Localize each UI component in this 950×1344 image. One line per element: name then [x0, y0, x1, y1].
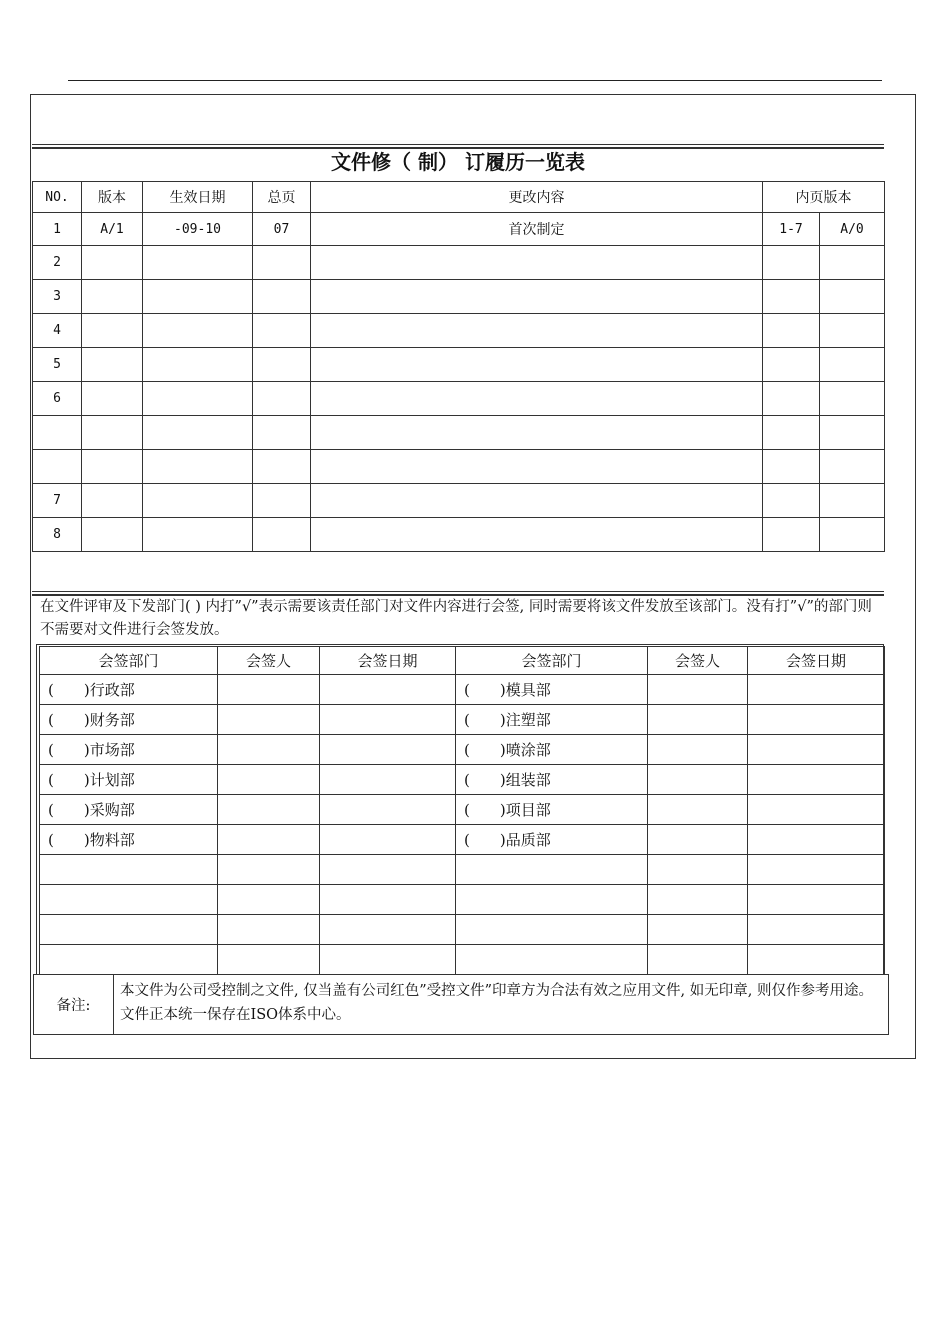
sign-date-right-cell[interactable]	[748, 675, 885, 705]
row-inner-pages	[763, 518, 820, 552]
row-inner-pages	[763, 348, 820, 382]
page-title: 文件修（ 制） 订履历一览表	[331, 150, 585, 174]
sign-date-left-cell[interactable]	[320, 735, 456, 765]
sign-date-right-cell[interactable]	[748, 705, 885, 735]
row-total-pages	[253, 246, 311, 280]
dept-left-cell[interactable]	[40, 945, 218, 975]
row-change-content	[311, 280, 763, 314]
row-no	[33, 450, 82, 484]
sign-date-right-cell[interactable]	[748, 855, 885, 885]
sign-date-left-cell[interactable]	[320, 765, 456, 795]
col-header-change-content: 更改内容	[311, 182, 763, 213]
row-no: 1	[33, 213, 82, 246]
row-change-content	[311, 450, 763, 484]
sign-date-left-cell[interactable]	[320, 915, 456, 945]
row-inner-version	[820, 382, 885, 416]
signer-left-cell[interactable]	[218, 795, 320, 825]
row-version	[82, 416, 143, 450]
dept-right-cell[interactable]: ( )组装部	[456, 765, 648, 795]
row-inner-version	[820, 314, 885, 348]
sign-date-left-cell[interactable]	[320, 945, 456, 975]
row-no: 2	[33, 246, 82, 280]
signer-left-cell[interactable]	[218, 765, 320, 795]
row-no: 6	[33, 382, 82, 416]
dept-left-cell[interactable]	[40, 885, 218, 915]
row-version	[82, 246, 143, 280]
remarks-row	[34, 975, 889, 1035]
dept-right-cell[interactable]: ( )注塑部	[456, 705, 648, 735]
dept-right-cell[interactable]: ( )模具部	[456, 675, 648, 705]
row-effective-date: -09-10	[143, 213, 253, 246]
signer-right-cell[interactable]	[648, 825, 748, 855]
row-version: A/1	[82, 213, 143, 246]
dept-left-cell[interactable]: ( )财务部	[40, 705, 218, 735]
row-version	[82, 518, 143, 552]
revision-row	[33, 280, 885, 314]
row-effective-date	[143, 314, 253, 348]
revision-row	[33, 484, 885, 518]
dept-left-cell[interactable]: ( )采购部	[40, 795, 218, 825]
sign-date-left-cell[interactable]	[320, 795, 456, 825]
countersign-row	[40, 855, 885, 885]
sign-date-left-cell[interactable]	[320, 825, 456, 855]
dept-right-cell[interactable]	[456, 945, 648, 975]
header-rule	[68, 80, 882, 81]
col-header-effective-date: 生效日期	[143, 182, 253, 213]
row-total-pages	[253, 348, 311, 382]
row-total-pages: 07	[253, 213, 311, 246]
countersign-instructions: 在文件评审及下发部门( ) 内打”√”表示需要该责任部门对文件内容进行会签, 同时需要将该文件发放至该部门。没有打”√”的部门则不需要对文件进行会签发放。	[40, 599, 872, 638]
col-header-inner-version: 内页版本	[763, 182, 885, 213]
row-inner-version	[820, 518, 885, 552]
signer-right-cell[interactable]	[648, 945, 748, 975]
dept-right-cell[interactable]: ( )品质部	[456, 825, 648, 855]
row-change-content	[311, 348, 763, 382]
remarks-table	[33, 974, 889, 1035]
countersign-row	[40, 915, 885, 945]
row-inner-version	[820, 484, 885, 518]
col-header-no: NO.	[33, 182, 82, 213]
row-no: 8	[33, 518, 82, 552]
sign-date-right-cell[interactable]	[748, 915, 885, 945]
sign-date-right-cell[interactable]	[748, 795, 885, 825]
revision-header-row	[33, 182, 885, 213]
signer-right-cell[interactable]	[648, 735, 748, 765]
countersign-table	[39, 646, 885, 975]
row-version	[82, 348, 143, 382]
revision-row	[33, 348, 885, 382]
row-inner-version	[820, 246, 885, 280]
row-change-content: 首次制定	[311, 213, 763, 246]
row-effective-date	[143, 450, 253, 484]
row-no: 5	[33, 348, 82, 382]
signer-right-cell[interactable]	[648, 765, 748, 795]
sign-date-right-cell[interactable]	[748, 765, 885, 795]
sign-date-right-cell[interactable]	[748, 825, 885, 855]
row-total-pages	[253, 314, 311, 348]
sign-date-left-cell[interactable]	[320, 855, 456, 885]
row-effective-date	[143, 518, 253, 552]
signer-left-cell[interactable]	[218, 855, 320, 885]
countersign-row	[40, 945, 885, 975]
row-effective-date	[143, 484, 253, 518]
signer-right-cell[interactable]	[648, 675, 748, 705]
row-version	[82, 314, 143, 348]
row-change-content	[311, 518, 763, 552]
dept-right-cell[interactable]	[456, 855, 648, 885]
row-effective-date	[143, 246, 253, 280]
remarks-text: 本文件为公司受控制之文件, 仅当盖有公司红色”受控文件”印章方为合法有效之应用文件, 如无印章, 则仅作参考用途。文件正本统一保存在ISO体系中心。	[114, 975, 889, 1035]
row-change-content	[311, 382, 763, 416]
row-inner-pages	[763, 416, 820, 450]
col-header-dept: 会签部门	[456, 647, 648, 675]
row-inner-version: A/0	[820, 213, 885, 246]
countersign-header-row	[40, 647, 885, 675]
row-no: 7	[33, 484, 82, 518]
row-effective-date	[143, 280, 253, 314]
countersign-row	[40, 825, 885, 855]
signer-right-cell[interactable]	[648, 705, 748, 735]
dept-left-cell[interactable]: ( )行政部	[40, 675, 218, 705]
signer-right-cell[interactable]	[648, 885, 748, 915]
row-inner-pages: 1-7	[763, 213, 820, 246]
sign-date-left-cell[interactable]	[320, 675, 456, 705]
signer-left-cell[interactable]	[218, 915, 320, 945]
row-no: 3	[33, 280, 82, 314]
dept-right-cell[interactable]: ( )项目部	[456, 795, 648, 825]
signer-right-cell[interactable]	[648, 855, 748, 885]
dept-left-cell[interactable]: ( )物料部	[40, 825, 218, 855]
row-inner-pages	[763, 450, 820, 484]
row-change-content	[311, 314, 763, 348]
sign-date-right-cell[interactable]	[748, 885, 885, 915]
row-change-content	[311, 484, 763, 518]
row-total-pages	[253, 382, 311, 416]
sign-date-left-cell[interactable]	[320, 705, 456, 735]
sign-date-left-cell[interactable]	[320, 885, 456, 915]
col-header-dept: 会签部门	[40, 647, 218, 675]
col-header-sign-date: 会签日期	[748, 647, 885, 675]
row-effective-date	[143, 348, 253, 382]
row-effective-date	[143, 416, 253, 450]
col-header-total-pages: 总页	[253, 182, 311, 213]
sign-date-right-cell[interactable]	[748, 945, 885, 975]
revision-history-table	[32, 181, 885, 552]
row-inner-pages	[763, 484, 820, 518]
row-total-pages	[253, 280, 311, 314]
countersign-row	[40, 765, 885, 795]
row-inner-version	[820, 348, 885, 382]
countersign-row	[40, 735, 885, 765]
col-header-signer: 会签人	[218, 647, 320, 675]
signer-left-cell[interactable]	[218, 735, 320, 765]
row-inner-version	[820, 416, 885, 450]
signer-left-cell[interactable]	[218, 825, 320, 855]
row-inner-version	[820, 280, 885, 314]
revision-row	[33, 213, 885, 246]
row-inner-pages	[763, 246, 820, 280]
row-change-content	[311, 246, 763, 280]
dept-left-cell[interactable]: ( )市场部	[40, 735, 218, 765]
signer-left-cell[interactable]	[218, 675, 320, 705]
row-inner-pages	[763, 382, 820, 416]
countersign-row	[40, 795, 885, 825]
row-total-pages	[253, 484, 311, 518]
countersign-row	[40, 675, 885, 705]
remarks-label: 备注:	[34, 975, 114, 1035]
title-rule	[32, 144, 884, 145]
signer-right-cell[interactable]	[648, 915, 748, 945]
col-header-signer: 会签人	[648, 647, 748, 675]
row-total-pages	[253, 518, 311, 552]
revision-row	[33, 246, 885, 280]
row-no: 4	[33, 314, 82, 348]
signer-left-cell[interactable]	[218, 885, 320, 915]
revision-row	[33, 416, 885, 450]
countersign-row	[40, 705, 885, 735]
row-total-pages	[253, 416, 311, 450]
dept-right-cell[interactable]: ( )喷涂部	[456, 735, 648, 765]
row-inner-pages	[763, 314, 820, 348]
row-version	[82, 382, 143, 416]
signer-left-cell[interactable]	[218, 705, 320, 735]
col-header-sign-date: 会签日期	[320, 647, 456, 675]
revision-row	[33, 450, 885, 484]
row-inner-version	[820, 450, 885, 484]
dept-right-cell[interactable]	[456, 915, 648, 945]
dept-left-cell[interactable]: ( )计划部	[40, 765, 218, 795]
signer-left-cell[interactable]	[218, 945, 320, 975]
revision-row	[33, 314, 885, 348]
dept-right-cell[interactable]	[456, 885, 648, 915]
sign-date-right-cell[interactable]	[748, 735, 885, 765]
dept-left-cell[interactable]	[40, 915, 218, 945]
row-change-content	[311, 416, 763, 450]
signer-right-cell[interactable]	[648, 795, 748, 825]
row-inner-pages	[763, 280, 820, 314]
row-effective-date	[143, 382, 253, 416]
row-version	[82, 450, 143, 484]
section-rule	[32, 591, 884, 592]
countersign-row	[40, 885, 885, 915]
revision-row	[33, 382, 885, 416]
col-header-version: 版本	[82, 182, 143, 213]
dept-left-cell[interactable]	[40, 855, 218, 885]
revision-row	[33, 518, 885, 552]
row-no	[33, 416, 82, 450]
row-total-pages	[253, 450, 311, 484]
row-version	[82, 484, 143, 518]
row-version	[82, 280, 143, 314]
